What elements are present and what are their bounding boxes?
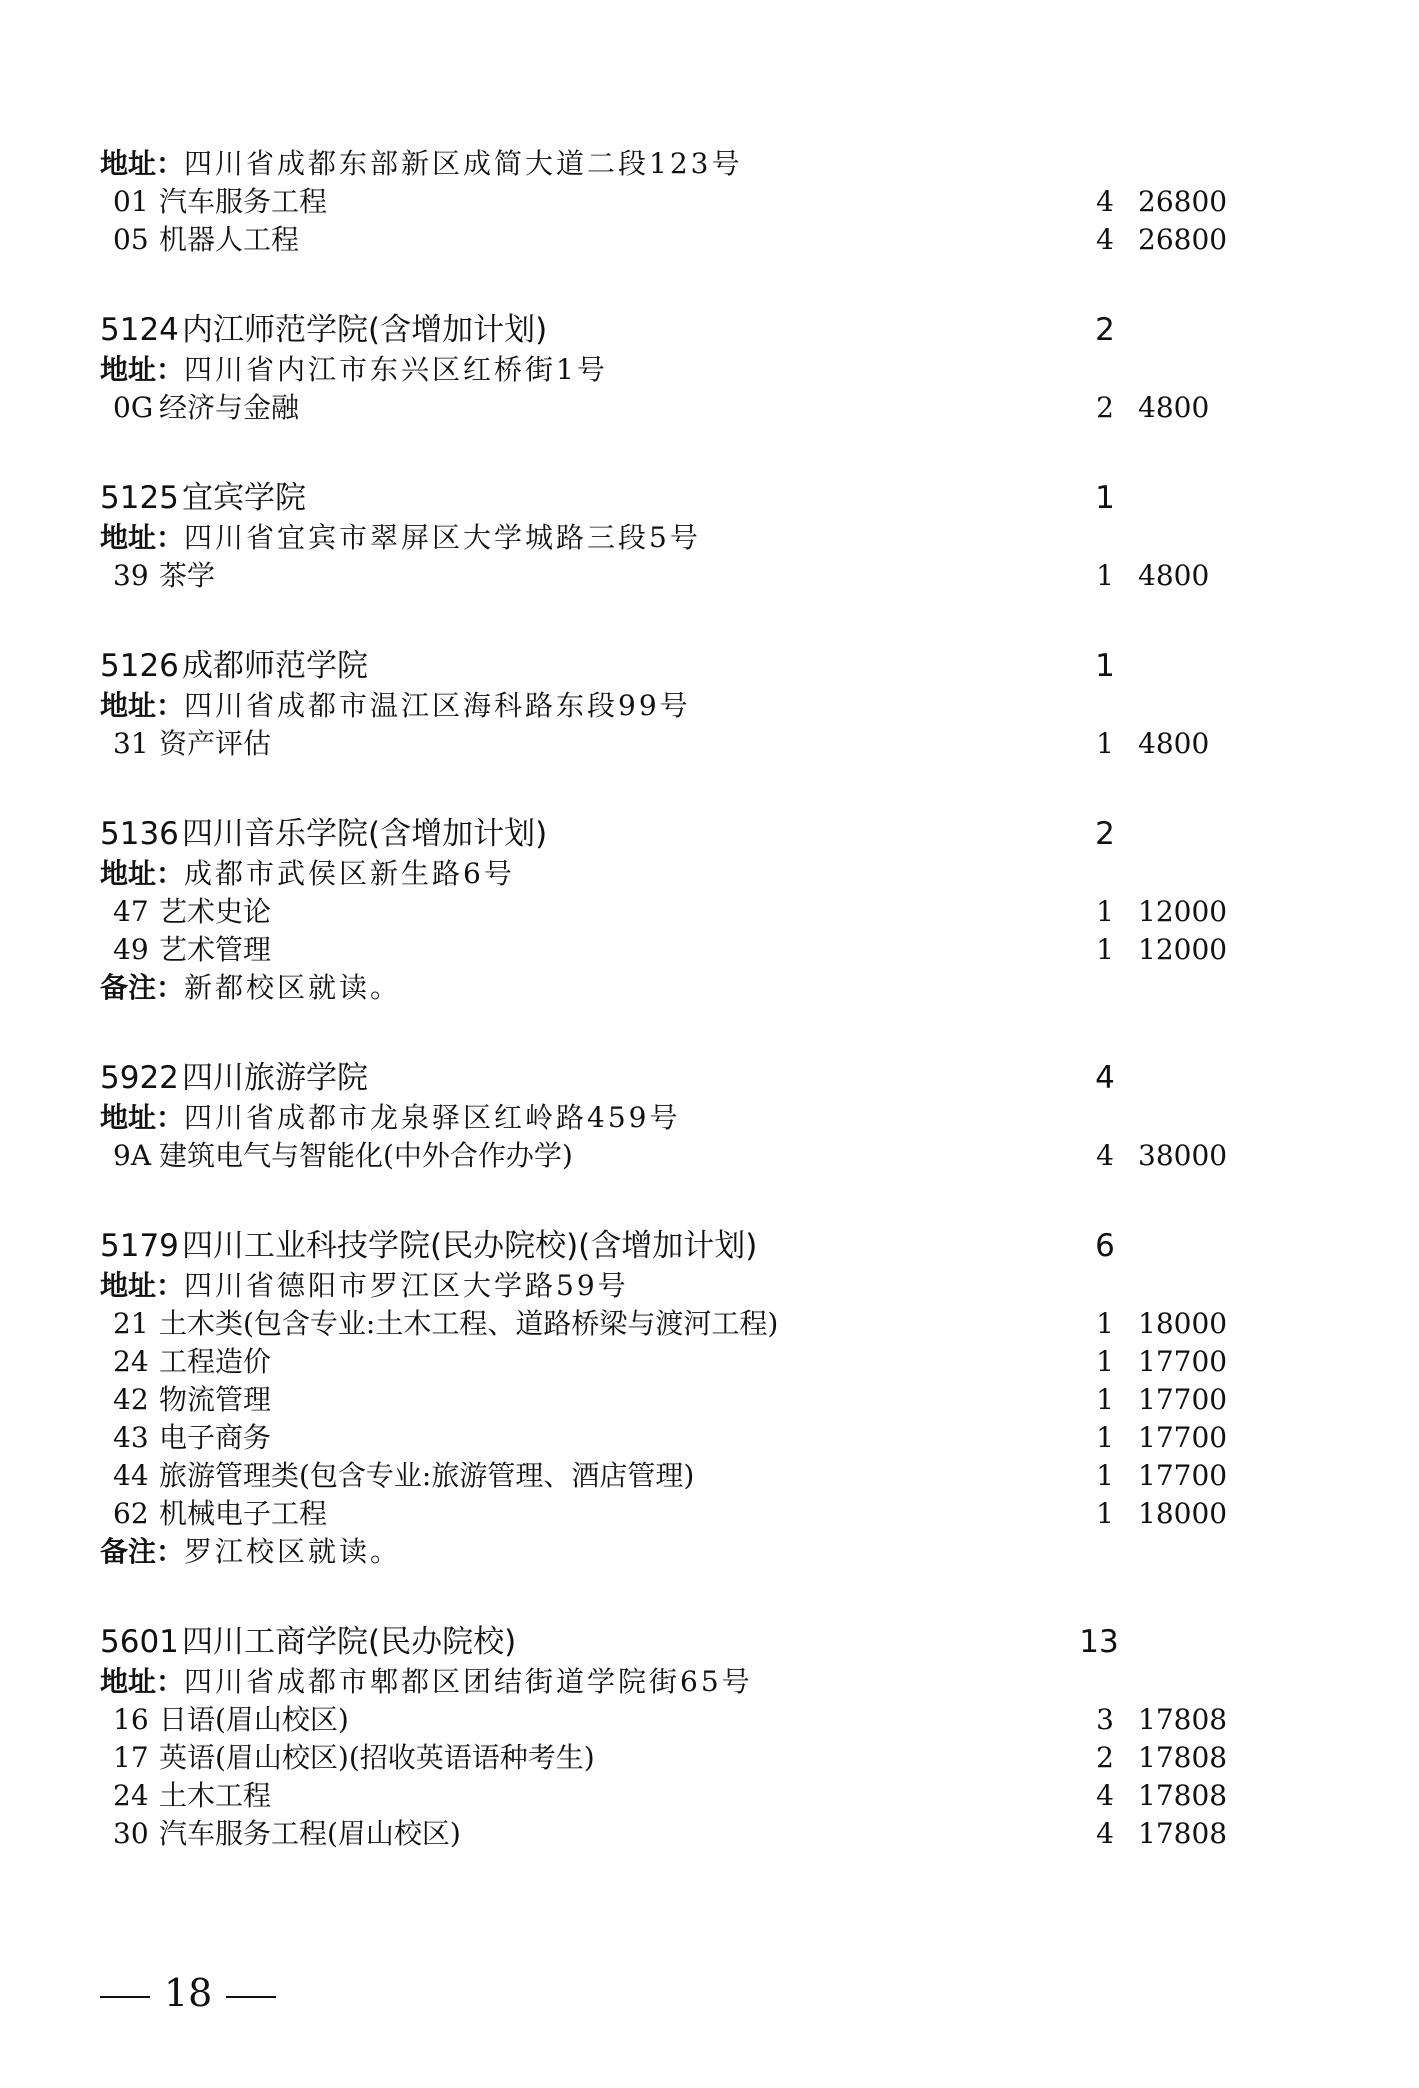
- school-code: 5124: [100, 312, 179, 348]
- address-label: 地址：: [100, 1665, 185, 1698]
- major-row: [113, 557, 1293, 595]
- school-heading: [100, 476, 1280, 520]
- school-name: 四川音乐学院(含增加计划): [182, 816, 548, 852]
- major-name: 旅游管理类(包含专业:旅游管理、酒店管理): [159, 1459, 695, 1492]
- major-count: 1: [1096, 1307, 1114, 1340]
- address-label: 地址：: [100, 521, 185, 554]
- major-fee: 17700: [1138, 1459, 1228, 1492]
- major-name: 机器人工程: [159, 223, 300, 256]
- major-count: 1: [1096, 559, 1114, 592]
- address-label: 地址：: [100, 689, 185, 722]
- footer-dash-left: [100, 1996, 150, 1998]
- school-code: 5125: [100, 480, 179, 516]
- address-line: [100, 1267, 1280, 1305]
- address-text: 四川省内江市东兴区红桥街1号: [184, 353, 608, 386]
- address-text: 四川省成都市郫都区团结街道学院街65号: [184, 1665, 753, 1698]
- major-fee: 26800: [1138, 185, 1228, 218]
- address-label: 地址：: [100, 1101, 185, 1134]
- address-label: 地址：: [100, 857, 185, 890]
- major-code: 16: [113, 1703, 149, 1736]
- major-name: 机械电子工程: [159, 1497, 328, 1530]
- major-code: 24: [113, 1345, 149, 1378]
- major-code: 44: [113, 1459, 149, 1492]
- address-line: [100, 855, 1280, 893]
- major-fee: 4800: [1138, 559, 1210, 592]
- note-label: 备注：: [100, 1535, 185, 1568]
- major-count: 1: [1096, 933, 1114, 966]
- major-fee: 17808: [1138, 1703, 1228, 1736]
- major-row: [113, 893, 1293, 931]
- major-fee: 12000: [1138, 933, 1228, 966]
- school-code: 5179: [100, 1228, 179, 1264]
- major-count: 4: [1096, 1139, 1114, 1172]
- major-code: 30: [113, 1817, 149, 1850]
- school-total: 2: [1095, 816, 1115, 852]
- footer-dash-right: [226, 1996, 276, 1998]
- major-name: 艺术管理: [159, 933, 272, 966]
- major-count: 2: [1096, 391, 1114, 424]
- major-count: 2: [1096, 1741, 1114, 1774]
- major-row: [113, 1457, 1293, 1495]
- school-name: 内江师范学院(含增加计划): [182, 312, 548, 348]
- major-name: 汽车服务工程(眉山校区): [159, 1817, 461, 1850]
- major-code: 43: [113, 1421, 149, 1454]
- major-row: [113, 1137, 1293, 1175]
- major-count: 1: [1096, 895, 1114, 928]
- major-count: 1: [1096, 1383, 1114, 1416]
- school-total: 2: [1095, 312, 1115, 348]
- address-label: 地址：: [100, 147, 185, 180]
- school-code: 5136: [100, 816, 179, 852]
- major-name: 英语(眉山校区)(招收英语语种考生): [159, 1741, 595, 1774]
- major-code: 62: [113, 1497, 149, 1530]
- school-heading: [100, 1224, 1280, 1268]
- school-code: 5601: [100, 1624, 179, 1660]
- page-number: 18: [164, 1971, 213, 2015]
- school-heading: [100, 1056, 1280, 1100]
- major-code: 31: [113, 727, 149, 760]
- major-name: 茶学: [159, 559, 216, 592]
- school-total: 6: [1095, 1228, 1115, 1264]
- address-line: [100, 519, 1280, 557]
- major-fee: 17700: [1138, 1421, 1228, 1454]
- major-name: 物流管理: [159, 1383, 272, 1416]
- school-heading: [100, 1620, 1280, 1664]
- major-row: [113, 931, 1293, 969]
- major-row: [113, 183, 1293, 221]
- major-count: 4: [1096, 185, 1114, 218]
- major-fee: 26800: [1138, 223, 1228, 256]
- major-row: [113, 389, 1293, 427]
- major-fee: 38000: [1138, 1139, 1228, 1172]
- major-name: 工程造价: [159, 1345, 272, 1378]
- major-name: 经济与金融: [159, 391, 300, 424]
- major-code: 21: [113, 1307, 149, 1340]
- major-code: 05: [113, 223, 149, 256]
- address-text: 成都市武侯区新生路6号: [184, 857, 515, 890]
- major-code: 39: [113, 559, 149, 592]
- major-fee: 17808: [1138, 1779, 1228, 1812]
- major-fee: 17808: [1138, 1817, 1228, 1850]
- major-row: [113, 1305, 1293, 1343]
- major-fee: 4800: [1138, 391, 1210, 424]
- address-label: 地址：: [100, 1269, 185, 1302]
- address-line: [100, 351, 1280, 389]
- major-name: 日语(眉山校区): [159, 1703, 349, 1736]
- note-label: 备注：: [100, 971, 185, 1004]
- major-fee: 18000: [1138, 1307, 1228, 1340]
- major-row: [113, 1495, 1293, 1533]
- major-code: 0G: [113, 391, 154, 424]
- school-name: 四川工商学院(民办院校): [182, 1624, 517, 1660]
- major-fee: 4800: [1138, 727, 1210, 760]
- major-count: 4: [1096, 223, 1114, 256]
- major-name: 建筑电气与智能化(中外合作办学): [159, 1139, 573, 1172]
- major-fee: 17808: [1138, 1741, 1228, 1774]
- school-heading: [100, 644, 1280, 688]
- major-name: 土木工程: [159, 1779, 272, 1812]
- major-count: 3: [1096, 1703, 1114, 1736]
- major-code: 49: [113, 933, 149, 966]
- major-name: 土木类(包含专业:土木工程、道路桥梁与渡河工程): [159, 1307, 779, 1340]
- address-line: [100, 687, 1280, 725]
- major-name: 汽车服务工程: [159, 185, 328, 218]
- major-count: 4: [1096, 1779, 1114, 1812]
- school-name: 成都师范学院: [182, 648, 368, 684]
- school-code: 5126: [100, 648, 179, 684]
- note-line: [100, 969, 1280, 1007]
- major-code: 01: [113, 185, 149, 218]
- major-count: 1: [1096, 1459, 1114, 1492]
- school-code: 5922: [100, 1060, 179, 1096]
- major-count: 1: [1096, 1497, 1114, 1530]
- school-name: 四川旅游学院: [182, 1060, 368, 1096]
- major-code: 17: [113, 1741, 149, 1774]
- address-label: 地址：: [100, 353, 185, 386]
- major-code: 47: [113, 895, 149, 928]
- note-text: 罗江校区就读。: [184, 1535, 402, 1568]
- school-heading: [100, 308, 1280, 352]
- major-fee: 18000: [1138, 1497, 1228, 1530]
- note-text: 新都校区就读。: [184, 971, 402, 1004]
- address-line: [100, 1663, 1280, 1701]
- note-line: [100, 1533, 1280, 1571]
- major-row: [113, 1739, 1293, 1777]
- major-code: 9A: [113, 1139, 152, 1172]
- major-code: 24: [113, 1779, 149, 1812]
- address-text: 四川省成都市龙泉驿区红岭路459号: [184, 1101, 681, 1134]
- address-text: 四川省成都东部新区成简大道二段123号: [184, 147, 743, 180]
- major-name: 艺术史论: [159, 895, 272, 928]
- major-name: 资产评估: [159, 727, 272, 760]
- major-count: 4: [1096, 1817, 1114, 1850]
- address-line: [100, 145, 1280, 183]
- school-total: 1: [1095, 648, 1115, 684]
- major-count: 1: [1096, 727, 1114, 760]
- address-text: 四川省宜宾市翠屏区大学城路三段5号: [184, 521, 701, 554]
- school-total: 1: [1095, 480, 1115, 516]
- major-row: [113, 1343, 1293, 1381]
- school-heading: [100, 812, 1280, 856]
- school-total: 13: [1079, 1624, 1119, 1660]
- major-row: [113, 1815, 1293, 1853]
- major-fee: 17700: [1138, 1345, 1228, 1378]
- school-name: 四川工业科技学院(民办院校)(含增加计划): [182, 1228, 758, 1264]
- major-count: 1: [1096, 1421, 1114, 1454]
- school-name: 宜宾学院: [182, 480, 306, 516]
- major-fee: 17700: [1138, 1383, 1228, 1416]
- major-count: 1: [1096, 1345, 1114, 1378]
- address-text: 四川省成都市温江区海科路东段99号: [184, 689, 691, 722]
- school-total: 4: [1095, 1060, 1115, 1096]
- address-line: [100, 1099, 1280, 1137]
- major-row: [113, 1419, 1293, 1457]
- major-name: 电子商务: [159, 1421, 272, 1454]
- major-code: 42: [113, 1383, 149, 1416]
- major-row: [113, 725, 1293, 763]
- major-fee: 12000: [1138, 895, 1228, 928]
- major-row: [113, 1777, 1293, 1815]
- page-footer: [100, 1968, 290, 2018]
- major-row: [113, 221, 1293, 259]
- address-text: 四川省德阳市罗江区大学路59号: [184, 1269, 629, 1302]
- major-row: [113, 1701, 1293, 1739]
- major-row: [113, 1381, 1293, 1419]
